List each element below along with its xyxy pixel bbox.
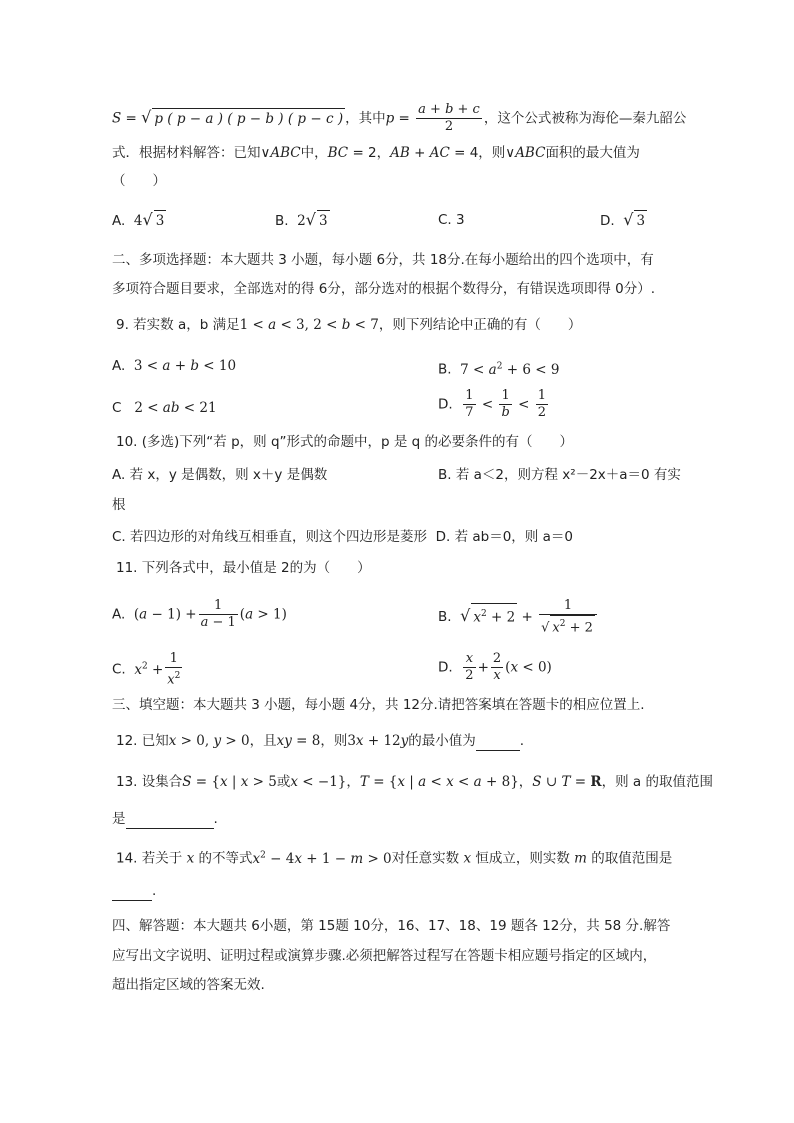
section4-header-line3: 超出指定区域的答案无效.: [112, 977, 265, 993]
heron-question-line: 式．根据材料解答：已知∨ABC中，BC = 2，AB + AC = 4，则∨ABC面积的最大值为: [112, 145, 640, 161]
q9-option-d: D. $\frac{1}{7}$ < $\frac{1}{b}$ < $\frac{1}{2}$: [438, 388, 546, 420]
q13-cont: 是 .: [112, 808, 218, 829]
q11-option-c: C. $x^2$ + $\frac{1}{x^2}$: [112, 651, 181, 688]
q10-option-a: A. 若 x，y 是偶数，则 x＋y 是偶数: [112, 467, 328, 483]
section4-header-line1: 四、解答题：本大题共 6小题，第 15题 10分，16、17、18、19 题各 12分，共 58 分.解答: [112, 918, 671, 934]
heron-formula-line: S = √ p ( p − a ) ( p − b ) ( p − c ) ，其中p = $\frac{a + b + c}{2}$ ，这个公式被称为海伦—秦九韶公: [112, 102, 687, 134]
section3-header: 三、填空题：本大题共 3 小题，每小题 4分，共 12分.请把答案填在答题卡的相应位置上.: [112, 697, 645, 713]
q11-option-a: A. (a − 1) + $\frac{1}{a - 1}$ (a > 1): [112, 598, 287, 630]
section2-header-line1: 二、多项选择题：本大题共 3 小题，每小题 6分，共 18分.在每小题给出的四个选项中，有: [112, 252, 654, 268]
q12-line: 12. 已知x > 0, y > 0，且xy = 8，则3x + 12y的最小值为 .: [116, 730, 524, 751]
q9-option-a: A. 3 < a + b < 10: [112, 358, 237, 374]
q8-option-d: D. √ 3: [600, 210, 646, 229]
q14-line: 14. 若关于 x 的不等式$x^2 - 4x + 1 - m > 0$对任意实数 x 恒成立，则实数 m 的取值范围是: [116, 850, 673, 867]
q10-stem: 10. (多选)下列“若 p，则 q”形式的命题中，p 是 q 的必要条件的有（ ）: [116, 434, 574, 450]
q11-option-d: D. $\frac{x}{2}$ + $\frac{2}{x}$ (x < 0): [438, 651, 552, 683]
fraction-semi-perimeter: $\frac{a + b + c}{2}$: [418, 102, 480, 134]
q10-option-cd: C. 若四边形的对角线互相垂直，则这个四边形是菱形 D. 若 ab＝0，则 a＝0: [112, 529, 573, 545]
q10-option-b: B. 若 a＜2，则方程 x²－2x＋a＝0 有实: [438, 467, 681, 483]
q11-stem: 11. 下列各式中，最小值是 2的为（ ）: [116, 560, 371, 576]
section4-header-line2: 应写出文字说明、证明过程或演算步骤.必须把解答过程写在答题卡相应题号指定的区域内，: [112, 948, 657, 964]
q9-stem: 9. 若实数 a，b 满足1 < a < 3, 2 < b < 7，则下列结论中正确的有（ ）: [116, 317, 582, 333]
q9-option-b: B. $7 < a^2 + 6 < 9$: [438, 361, 560, 378]
q13-line: 13. 设集合S = {x | x > 5或x < −1}，T = {x | a < x < a + 8}，S ∪ T = R，则 a 的取值范围: [116, 774, 713, 790]
q8-option-c: C. 3: [438, 212, 465, 228]
q8-option-a: A. 4√ 3: [112, 210, 165, 229]
q8-option-b: B. 2√ 3: [275, 210, 328, 229]
q9-option-c: C 2 < ab < 21: [112, 400, 217, 416]
q10-option-b-cont: 根: [112, 497, 126, 513]
answer-paren: （ ）: [112, 173, 166, 189]
section2-header-line2: 多项符合题目要求，全部选对的得 6分，部分选对的根据个数得分，有错误选项即得 0分）.: [112, 281, 656, 297]
q11-option-b: B. √ $x^2 + 2$ + $\frac{1}{√ x^2 + 2}$: [438, 598, 599, 636]
q14-answer-blank: .: [112, 880, 156, 901]
